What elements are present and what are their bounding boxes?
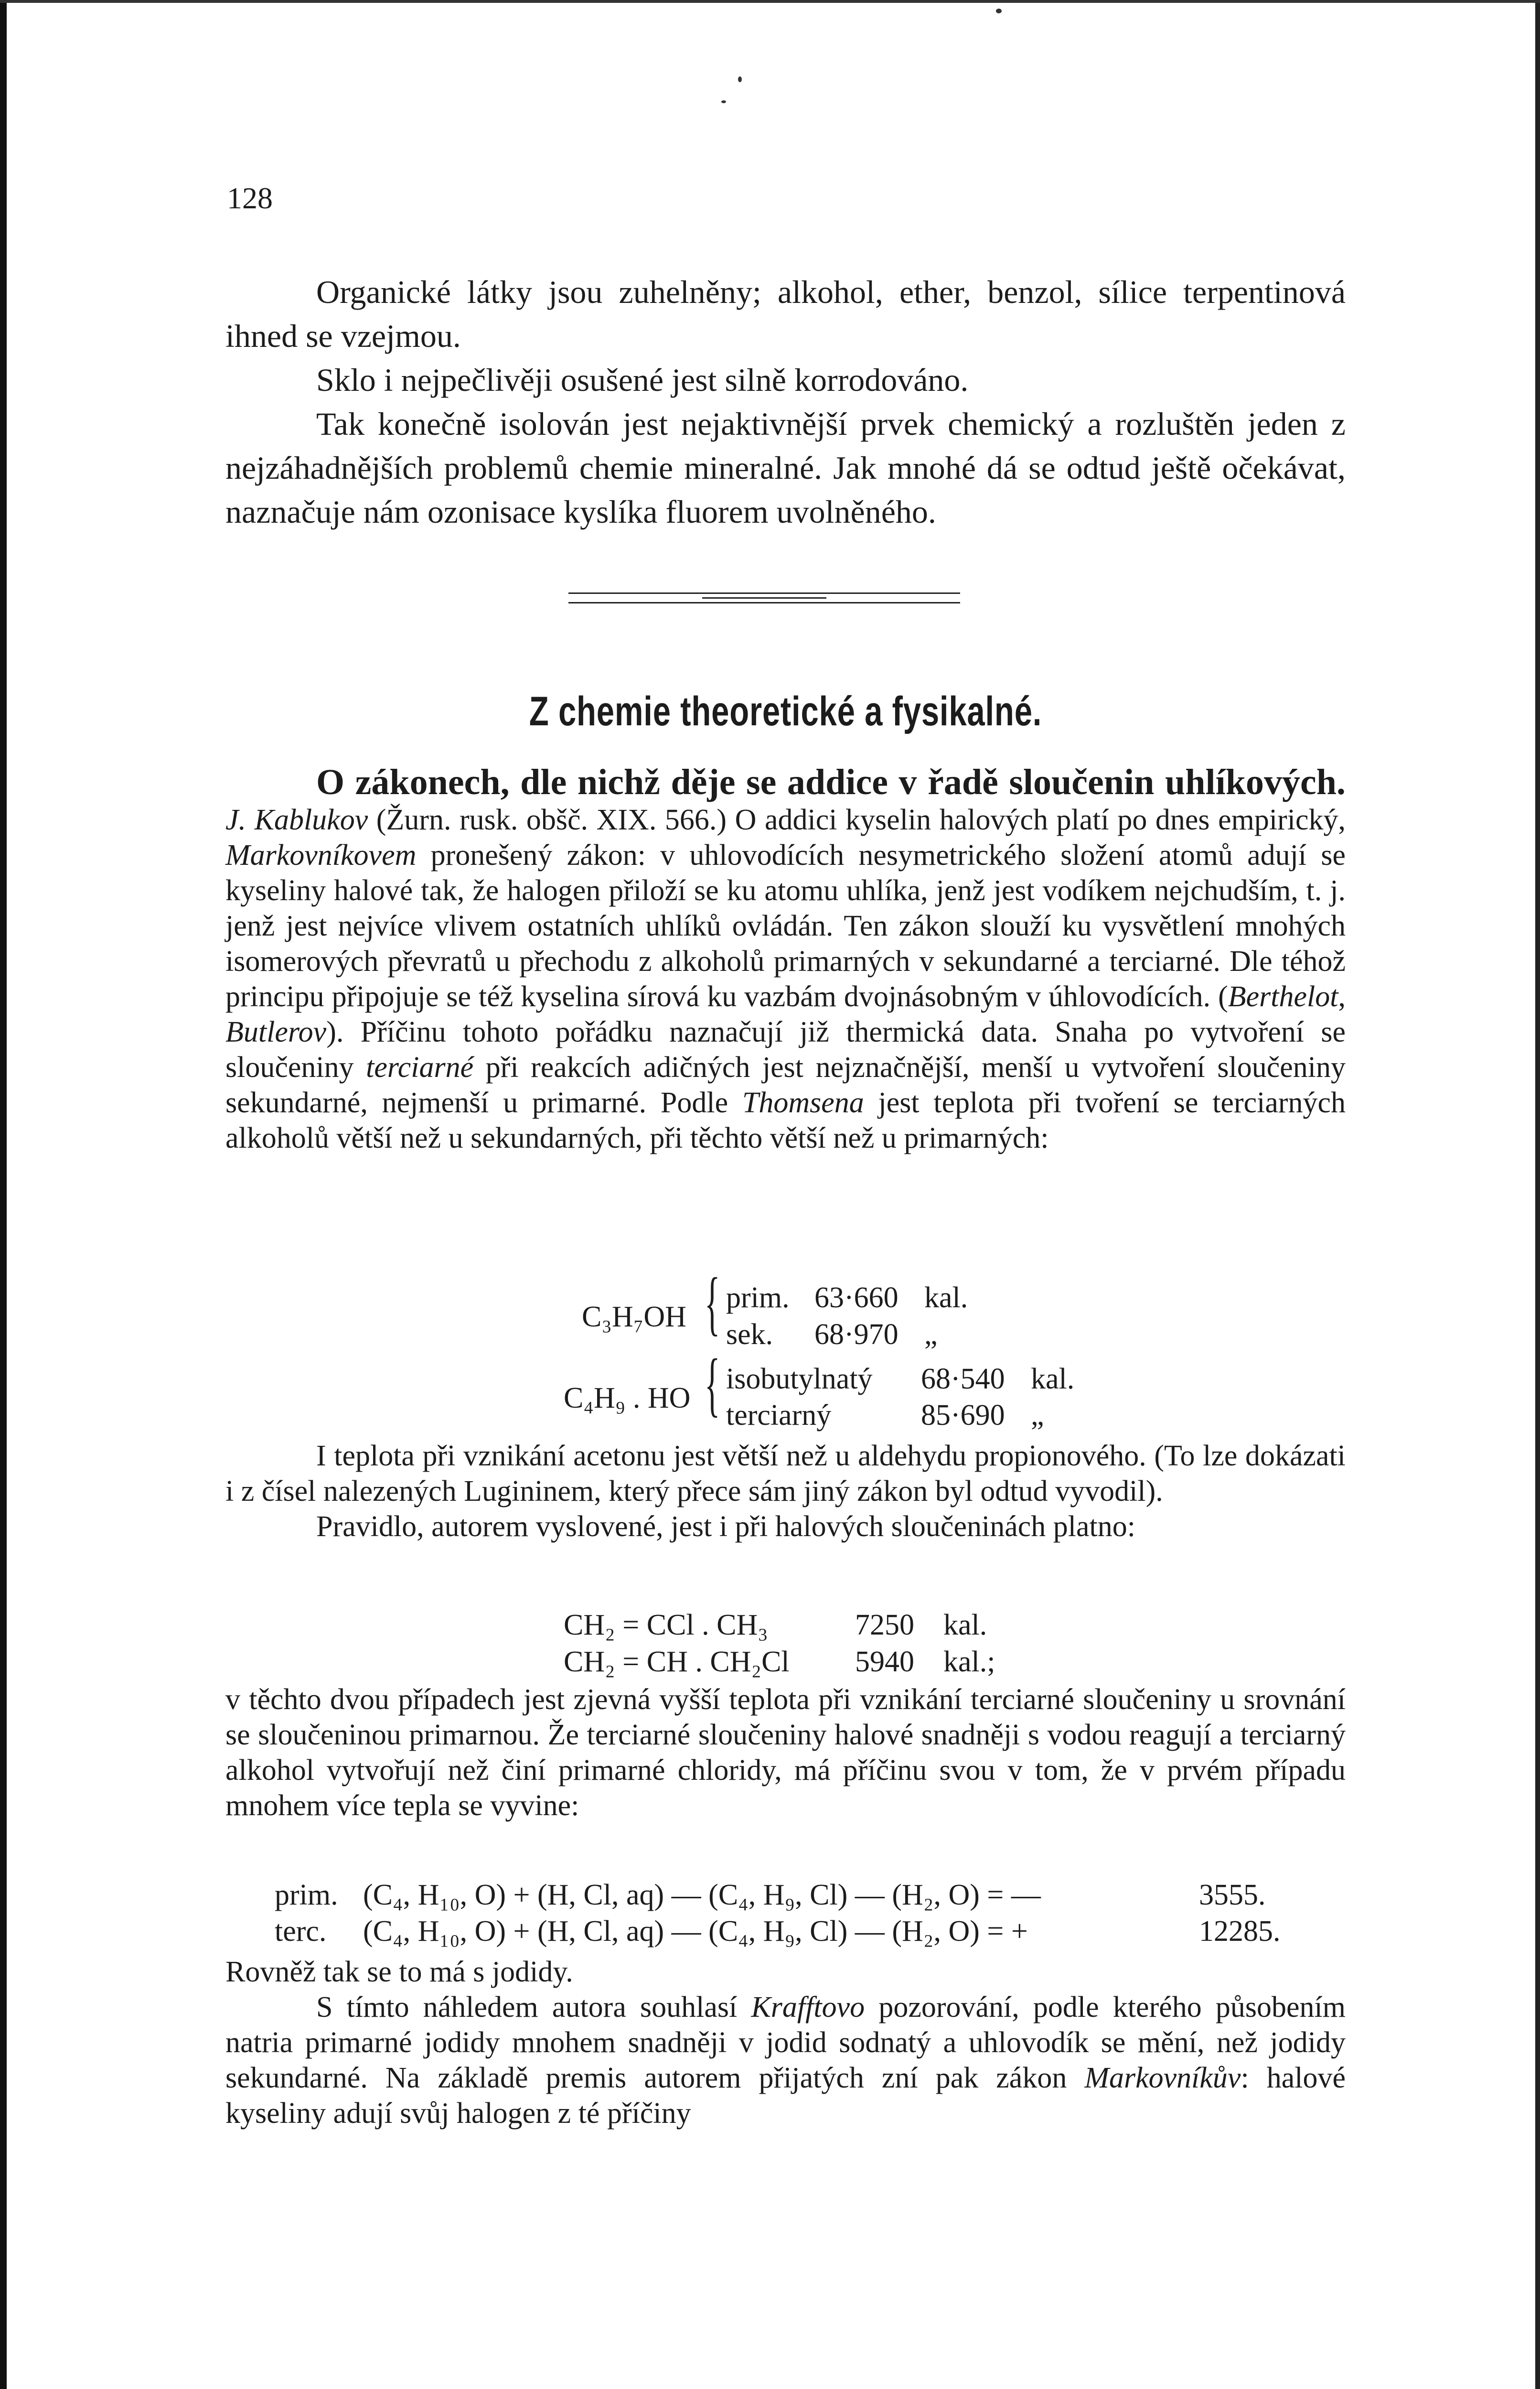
scan-border-left xyxy=(0,0,7,2389)
table2-row1-value: 7250 xyxy=(855,1609,914,1641)
table3-row2-equation: (C₄, H₁₀, O) + (H, Cl, aq) — (C₄, H₉, Cl) — (H₂, O) = + xyxy=(363,1915,1028,1948)
text-final xyxy=(225,1954,1346,2131)
intro-paragraph: Organické látky jsou zuhelněny; alkohol, ether, benzol, sílice terpentinová ihned se vzejmou. xyxy=(225,274,1346,354)
text-acetone xyxy=(225,1438,1346,1544)
article-body: při reakcích adičných jest nejznačnější, menší u vytvoření sloučeniny sekundarné, nejmenší u primarné. Podle xyxy=(225,1051,1346,1119)
scan-speck xyxy=(738,76,742,82)
name-markovnikov: Markovníkovem xyxy=(225,839,417,872)
final-text: S tímto náhledem autora souhlasí xyxy=(316,1991,738,2023)
scan-speck xyxy=(721,100,726,103)
paragraph-rule: Pravidlo, autorem vyslovené, jest i při halových sloučeninách platno: xyxy=(316,1510,1135,1543)
table1-iso-label: isobutylnatý xyxy=(726,1363,873,1395)
scan-border-right xyxy=(1535,0,1540,2389)
article-body: Příčinu tohoto pořádku naznačují již thermická data. Snaha po vytvoření se sloučeniny xyxy=(225,1016,1346,1084)
section-divider xyxy=(568,592,960,606)
table1-terc-label: terciarný xyxy=(726,1399,832,1431)
final-text: pozorování, podle kterého působením natria primarné jodidy mnohem snadněji v jodid sodnatý a uhlovodík se mění, než jodidy sekundarné. Na základě premis autorem přijatých zní pak zákon xyxy=(225,1991,1346,2094)
table3-row1-equation: (C₄, H₁₀, O) + (H, Cl, aq) — (C₄, H₉, Cl) — (H₂, O) = — xyxy=(363,1879,1041,1911)
word-terciarne: terciarné xyxy=(366,1051,474,1084)
section-title: Z chemie theoretické a fysikalné. xyxy=(529,689,1042,734)
table1-sek-value: 68·970 xyxy=(814,1318,898,1351)
table3-row2-label: terc. xyxy=(275,1915,327,1948)
paragraph-final xyxy=(225,1990,1346,2131)
table2-row1-formula: CH₂ = CCl . CH₃ xyxy=(564,1609,768,1641)
table1-prim-label: prim. xyxy=(726,1281,790,1314)
article-source: (Žurn. rusk. obšč. XIX. 566.) xyxy=(376,804,727,836)
table2-row2-unit: kal.; xyxy=(943,1646,995,1678)
intro-paragraph: Sklo i nejpečlivěji osušené jest silně korrodováno. xyxy=(316,362,969,398)
article-text xyxy=(225,764,1346,1156)
table3-row1-label: prim. xyxy=(275,1879,338,1911)
intro-paragraph: Tak konečně isolován jest nejaktivnější prvek chemický a rozluštěn jeden z nejzáhadnějších problemů chemie mineralné. Jak mnohé dá se odtud ještě očekávat, naznačuje nám ozonisace kyslíka fluorem uvolněného. xyxy=(225,406,1346,530)
article-body: jest teplota při tvoření se terciarných alkoholů větší než u sekundarných, při těchto větší než u primarných: xyxy=(225,1087,1346,1154)
final-text: : halové kyseliny adují svůj halogen z té příčiny xyxy=(225,2062,1346,2130)
table1-sek-label: sek. xyxy=(726,1318,773,1351)
table3-row2-value: 12285. xyxy=(1199,1915,1281,1948)
name-thomsen: Thomsena xyxy=(742,1087,864,1119)
brace: { xyxy=(705,1345,720,1424)
article-body: O addici kyselin halových platí po dnes empirický, xyxy=(735,804,1346,836)
formula-c3h7oh: C₃H₇OH xyxy=(582,1301,686,1333)
table1-sek-unit: „ xyxy=(924,1318,938,1351)
article-heading: O zákonech, dle nichž děje se addice v řadě sloučenin uhlíkových. xyxy=(316,762,1346,802)
name-krafft: Krafftovo xyxy=(751,1991,865,2023)
formula-c4h9ho: C₄H₉ . HO xyxy=(564,1382,691,1414)
table1-iso-value: 68·540 xyxy=(921,1363,1005,1395)
intro-text xyxy=(225,270,1346,534)
table2-row2-value: 5940 xyxy=(855,1646,914,1678)
table2-row2-formula: CH₂ = CH . CH₂Cl xyxy=(564,1646,790,1678)
table3-row1-value: 3555. xyxy=(1199,1879,1266,1911)
scan-border-top xyxy=(0,0,1540,3)
name-markovnikovu: Markovníkův xyxy=(1084,2062,1241,2094)
text-cases xyxy=(225,1682,1346,1823)
paragraph-iodides: Rovněž tak se to má s jodidy. xyxy=(225,1956,573,1988)
article-paragraph: O zákonech, dle nichž děje se addice v řadě sloučenin uhlíkových. J. Kablukov (Žurn. rusk. obšč. XIX. 566.) O addici kyselin halových platí po dnes empirický, Markovníkovem pronešený zákon: v uhlovodících nesymetrického složení atomů adují se kyseliny halové tak, že halogen přiloží se ku atomu uhlíka, jenž jest vodíkem nejchudším, t. j. jenž jest nejvíce vlivem ostatních uhlíků ovládán. Ten zákon slouží ku vysvětlení mnohých isomerových převratů u přechodu z alkoholů primarných v sekundarné a terciarné. Dle téhož principu připojuje se též kyselina sírová ku vazbám dvojnásobným v úhlovodících. (Berthelot, Butlerov). Příčinu tohoto pořádku naznačují již thermická data. Snaha po vytvoření se sloučeniny terciarné při reakcích adičných jest nejznačnější, menší u vytvoření sloučeniny sekundarné, nejmenší u primarné. Podle Thomsena jest teplota při tvoření se terciarných alkoholů větší než u sekundarných, při těchto větší než u primarných: xyxy=(225,762,1346,1154)
brace: { xyxy=(705,1263,720,1343)
table1-prim-unit: kal. xyxy=(924,1281,968,1314)
table1-iso-unit: kal. xyxy=(1031,1363,1075,1395)
paragraph-acetone: I teplota při vznikání acetonu jest větší než u aldehydu propionového. (To lze dokázati i z čísel nalezených Lugininem, který přece sám jiný zákon byl odtud vyvodil). xyxy=(225,1440,1346,1507)
table1-prim-value: 63·660 xyxy=(814,1281,898,1314)
scan-speck xyxy=(996,9,1002,13)
article-author: J. Kablukov xyxy=(225,804,368,836)
page-number: 128 xyxy=(227,181,273,215)
article-body: pronešený zákon: v uhlovodících nesymetrického složení atomů adují se kyseliny halové tak, že halogen přiloží se ku atomu uhlíka, jenž jest vodíkem nejchudším, t. j. jenž jest nejvíce vlivem ostatních uhlíků ovládán. Ten zákon slouží ku vysvětlení mnohých isomerových převratů u přechodu z alkoholů primarných v sekundarné a terciarné. Dle téhož principu připojuje se též kyselina sírová ku vazbám dvojnásobným v úhlovodících. xyxy=(225,839,1346,1013)
ref-butlerov: Butlerov xyxy=(225,1016,327,1048)
table1-terc-value: 85·690 xyxy=(921,1399,1005,1431)
paragraph-cases: v těchto dvou případech jest zjevná vyšší teplota při vznikání terciarné sloučeniny u srovnání se sloučeninou primarnou. Že terciarné sloučeniny halové snadněji s vodou reagují a terciarný alkohol vytvořují než činí primarné chloridy, má příčinu svou v tom, že v prvém případu mnohem více tepla se vyvine: xyxy=(225,1683,1346,1822)
table2-row1-unit: kal. xyxy=(943,1609,987,1641)
ref-berthelot: Berthelot xyxy=(1228,980,1338,1013)
table1-terc-unit: „ xyxy=(1031,1399,1044,1431)
